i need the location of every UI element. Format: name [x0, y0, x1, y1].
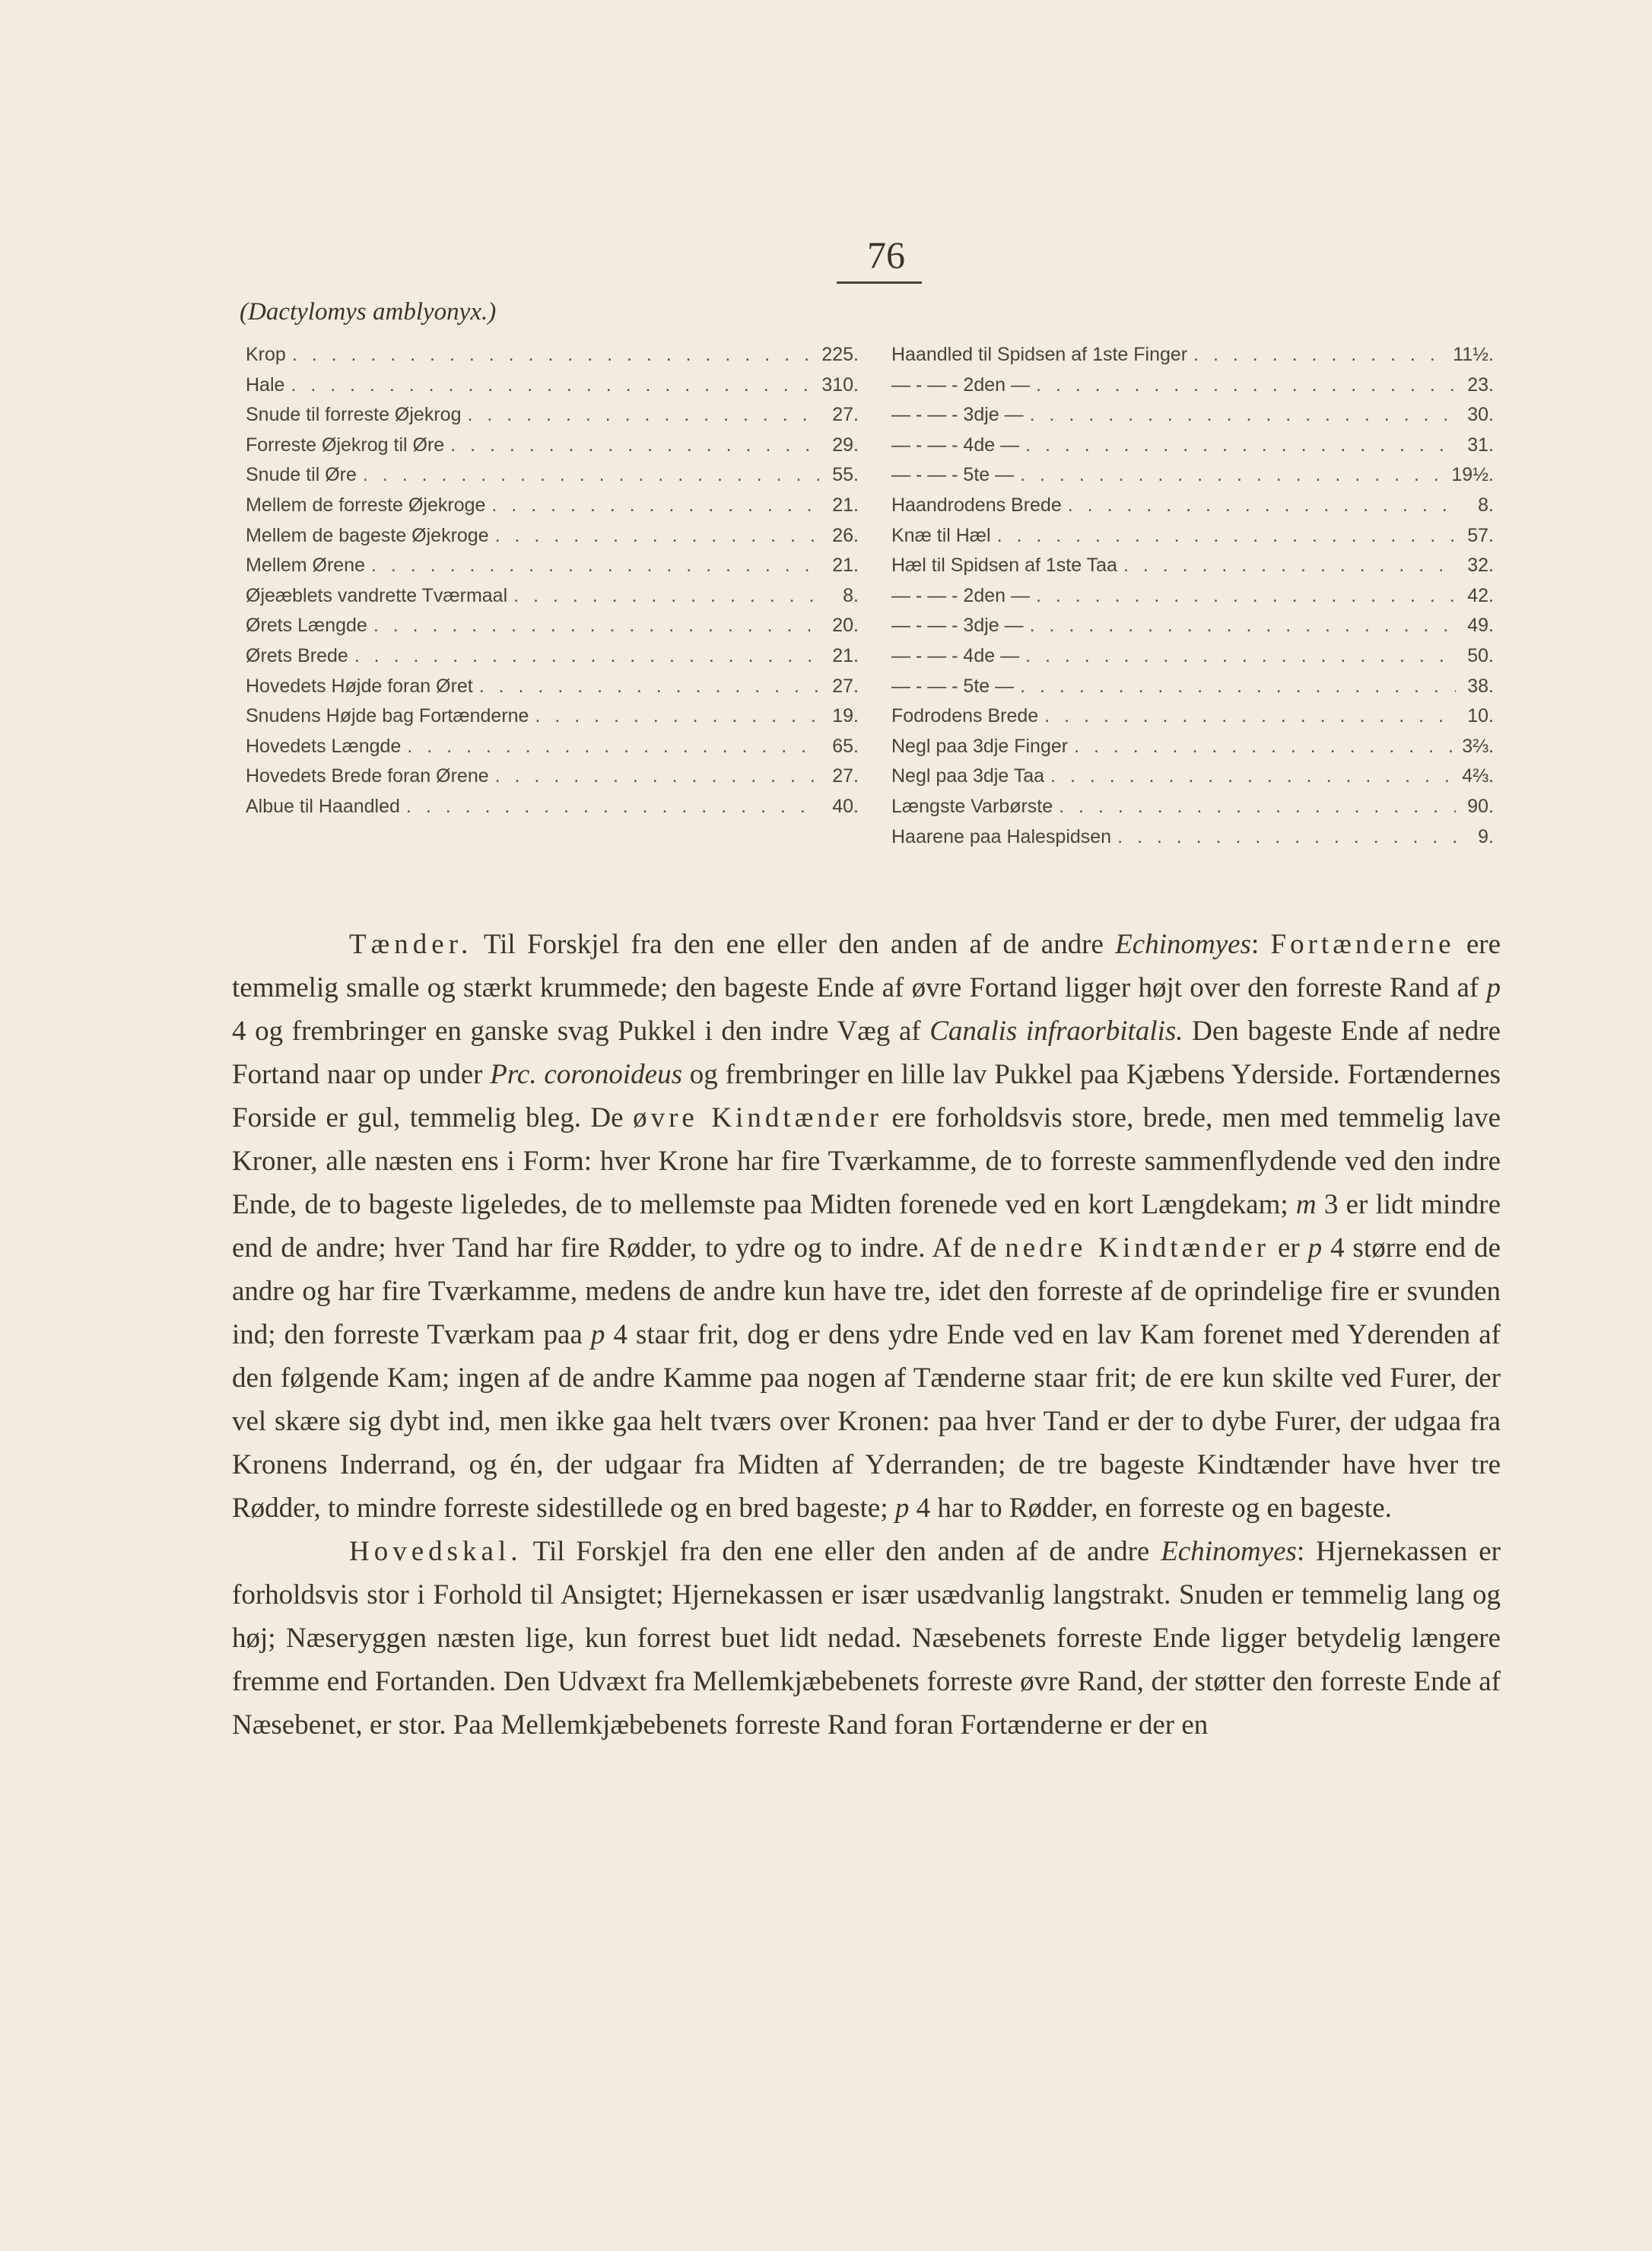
measurement-value: 23.	[1467, 374, 1494, 396]
dot-leader	[467, 400, 821, 431]
measurement-label: Ørets Brede	[246, 644, 348, 666]
measurement-row	[246, 761, 859, 792]
measurements-right-column	[891, 340, 1494, 852]
measurement-row	[891, 641, 1494, 672]
measurement-label: Hovedets Længde	[246, 735, 402, 757]
measurement-label: Haandrodens Brede	[891, 494, 1062, 516]
dot-leader	[1036, 370, 1456, 401]
measurement-value: 27.	[832, 765, 859, 787]
dot-leader	[535, 701, 821, 732]
measurement-row	[891, 611, 1494, 641]
dot-leader	[1036, 581, 1456, 612]
measurement-label: — - — - 4de —	[891, 644, 1020, 666]
measurement-label: — - — - 5te —	[891, 675, 1015, 697]
measurement-value: 65.	[832, 735, 859, 757]
measurement-value: 27.	[832, 675, 859, 697]
measurement-label: — - — - 2den —	[891, 374, 1030, 396]
dot-leader	[1025, 641, 1456, 672]
measurement-label: — - — - 3dje —	[891, 404, 1024, 426]
measurement-row	[891, 581, 1494, 612]
text-run: Til Forskjel fra den ene eller den anden af de andre	[522, 1536, 1161, 1567]
section-heading-teeth: Tænder.	[349, 929, 473, 960]
measurement-value: 21.	[832, 555, 859, 577]
measurement-row	[891, 521, 1494, 552]
measurement-value: 21.	[832, 494, 859, 516]
dot-leader	[1117, 822, 1456, 853]
dot-leader	[997, 521, 1456, 552]
measurement-value: 11½.	[1453, 344, 1494, 365]
text-run: 4 og frembringer en ganske svag Pukkel i den indre Væg af	[232, 1016, 930, 1047]
measurement-label: Snude til Øre	[246, 464, 357, 486]
measurement-value: 30.	[1467, 404, 1494, 426]
text-run: ere temmelig smalle og stærkt krummede; den bageste Ende af øvre Fortand ligger højt over den forreste Rand af	[232, 929, 1501, 1003]
dot-leader	[1020, 672, 1456, 702]
measurement-row	[246, 672, 859, 702]
measurement-value: 26.	[832, 524, 859, 546]
dot-leader	[354, 641, 821, 672]
dot-leader	[363, 460, 821, 491]
italic-genus: Echinomyes	[1161, 1536, 1297, 1567]
measurement-row	[891, 732, 1494, 762]
measurement-row	[246, 732, 859, 762]
measurement-value: 31.	[1467, 434, 1494, 456]
measurement-value: 8.	[843, 584, 859, 606]
measurement-row	[246, 611, 859, 641]
measurement-row	[891, 672, 1494, 702]
dot-leader	[495, 761, 821, 792]
measurement-row	[246, 792, 859, 822]
measurement-row	[246, 581, 859, 612]
measurement-label: Knæ til Hæl	[891, 524, 991, 546]
measurement-label: Mellem Ørene	[246, 555, 365, 577]
measurement-value: 50.	[1467, 644, 1494, 666]
measurement-row	[246, 701, 859, 732]
measurement-label: Mellem de forreste Øjekroge	[246, 494, 486, 516]
measurement-label: Haarene paa Halespidsen	[891, 825, 1112, 847]
italic-tooth-symbol: p	[590, 1319, 605, 1350]
text-run: : Hjernekassen er forholdsvis stor i Forhold til Ansigtet; Hjernekassen er især usædvanlig langstrakt. Snuden er temmelig lang og høj; Næseryggen næsten lige, kun forrest buet lidt nedad. Næsebenets forreste Ende ligger betydelig længere fremme end Fortanden. Den Udvæxt fra Mellemkjæbebenets forreste øvre Rand, der støtter den forreste Ende af Næsebenet, er stor. Paa Mellemkjæbebenets forreste Rand foran Fortænderne er der en	[232, 1536, 1501, 1741]
measurement-label: Krop	[246, 344, 286, 365]
dot-leader	[1030, 611, 1456, 641]
measurement-row	[891, 701, 1494, 732]
measurement-value: 38.	[1467, 675, 1494, 697]
italic-tooth-symbol: p	[1486, 972, 1501, 1003]
dot-leader	[1044, 701, 1456, 732]
dot-leader	[1068, 491, 1456, 521]
text-run: Til Forskjel fra den ene eller den anden af de andre	[472, 929, 1116, 960]
italic-genus: Echinomyes	[1115, 929, 1251, 960]
italic-tooth-symbol: p	[1307, 1232, 1323, 1264]
measurement-row	[246, 491, 859, 521]
measurement-value: 27.	[832, 404, 859, 426]
measurement-row	[891, 400, 1494, 431]
body-text	[232, 923, 1501, 1747]
text-run: 4 staar frit, dog er dens ydre Ende ved en lav Kam forenet med Yderenden af den følgende Kam; ingen af de andre Kamme paa nogen af Tænderne staar frit; de ere kun skilte ved Furer, der vel skære sig dybt ind, men ikke gaa helt tværs over Kronen: paa hver Tand er der to dybe Furer, der udgaa fra Kronens Inderrand, og én, der udgaar fra Midten af Yderranden; de tre bageste Kindtænder have hver tre Rødder, to mindre forreste sidestillede og en bred bageste;	[232, 1319, 1501, 1524]
measurement-label: Hovedets Højde foran Øret	[246, 675, 473, 697]
dot-leader	[1123, 551, 1456, 581]
text-run: 3 er lidt mindre end de andre; hver Tand har fire Rødder, to ydre og to indre. Af de	[232, 1189, 1501, 1264]
measurement-row	[246, 551, 859, 581]
dot-leader	[373, 611, 821, 641]
measurement-label: — - — - 3dje —	[891, 615, 1024, 637]
measurement-label: Fodrodens Brede	[891, 705, 1039, 727]
measurement-value: 90.	[1467, 795, 1494, 817]
text-run: ere forholdsvis store, brede, men med temmelig lave Kroner, alle næsten ens i Form: hver Krone har fire Tværkamme, de to forreste sammenflydende ved den indre Ende, de to bageste ligeledes, de to mellemste paa Midten forenede ved en kort Længdekam;	[232, 1102, 1501, 1220]
measurement-value: 32.	[1467, 555, 1494, 577]
spaced-term: nedre Kindtænder	[1005, 1232, 1270, 1264]
dot-leader	[450, 431, 821, 461]
measurement-value: 3⅔.	[1462, 735, 1494, 757]
page-number: 76	[867, 234, 905, 276]
measurement-row	[891, 551, 1494, 581]
measurement-label: Negl paa 3dje Taa	[891, 765, 1045, 787]
measurement-value: 55.	[832, 464, 859, 486]
text-run: Den bageste Ende af nedre Fortand naar op under	[232, 1016, 1501, 1090]
measurement-row	[246, 370, 859, 401]
dot-leader	[1059, 792, 1456, 822]
italic-tooth-symbol: m	[1295, 1189, 1317, 1220]
measurement-value: 225.	[821, 344, 859, 365]
dot-leader	[1193, 340, 1447, 370]
text-run: 4 større end de andre og har fire Tværkamme, medens de andre kun have tre, idet den forreste af de oprindelige fire er svunden ind; den forreste Tværkam paa	[232, 1232, 1501, 1350]
measurement-value: 42.	[1467, 584, 1494, 606]
text-run: 4 har to Rødder, en forreste og en bageste.	[909, 1493, 1392, 1524]
dot-leader	[1025, 431, 1456, 461]
dot-leader	[371, 551, 821, 581]
measurement-value: 21.	[832, 644, 859, 666]
paragraph-skull	[232, 1530, 1501, 1747]
spaced-term: øvre Kindtænder	[633, 1102, 883, 1133]
measurement-label: Snudens Højde bag Fortænderne	[246, 705, 529, 727]
section-heading-skull: Hovedskal.	[349, 1536, 523, 1567]
measurement-value: 49.	[1467, 615, 1494, 637]
measurement-label: Negl paa 3dje Finger	[891, 735, 1069, 757]
measurement-label: — - — - 4de —	[891, 434, 1020, 456]
dot-leader	[291, 370, 815, 401]
measurement-label: Hale	[246, 374, 285, 396]
measurement-label: Haandled til Spidsen af 1ste Finger	[891, 344, 1188, 365]
dot-leader	[513, 581, 821, 612]
measurement-row	[891, 822, 1494, 853]
measurement-row	[891, 761, 1494, 792]
text-run: :	[1250, 929, 1271, 960]
measurement-value: 4⅔.	[1462, 765, 1494, 787]
measurement-row	[891, 792, 1494, 822]
measurement-value: 8.	[1478, 494, 1494, 516]
measurement-row	[891, 370, 1494, 401]
measurement-label: Øjeæblets vandrette Tværmaal	[246, 584, 508, 606]
measurement-value: 20.	[832, 615, 859, 637]
measurement-value: 57.	[1467, 524, 1494, 546]
dot-leader	[406, 792, 821, 822]
measurement-label: Ørets Længde	[246, 615, 367, 637]
measurement-row	[891, 340, 1494, 370]
italic-tooth-symbol: p	[894, 1493, 910, 1524]
measurement-label: Albue til Haandled	[246, 795, 400, 817]
measurement-label: Mellem de bageste Øjekroge	[246, 524, 489, 546]
measurement-value: 19½.	[1451, 464, 1494, 486]
measurement-value: 19.	[832, 705, 859, 727]
measurement-label: Snude til forreste Øjekrog	[246, 404, 462, 426]
dot-leader	[1050, 761, 1456, 792]
measurement-label: Hæl til Spidsen af 1ste Taa	[891, 555, 1117, 577]
text-run: og frembringer en lille lav Pukkel paa Kjæbens Yderside. Fortændernes Forside er gul, temmelig bleg. De	[232, 1059, 1501, 1133]
measurement-row	[246, 340, 859, 370]
measurement-row	[246, 460, 859, 491]
measurement-value: 10.	[1467, 705, 1494, 727]
measurement-row	[246, 521, 859, 552]
species-title: (Dactylomys amblyonyx.)	[240, 298, 497, 326]
measurement-label: — - — - 5te —	[891, 464, 1015, 486]
dot-leader	[292, 340, 816, 370]
measurement-value: 29.	[832, 434, 859, 456]
dot-leader	[1030, 400, 1456, 431]
measurement-row	[246, 431, 859, 461]
measurement-label: Hovedets Brede foran Ørene	[246, 765, 489, 787]
spaced-term: Fortænderne	[1270, 929, 1455, 960]
dot-leader	[479, 672, 821, 702]
italic-anatomy-term: Prc. coronoideus	[490, 1059, 682, 1090]
measurement-value: 40.	[832, 795, 859, 817]
measurement-value: 310.	[821, 374, 859, 396]
measurement-label: Forreste Øjekrog til Øre	[246, 434, 445, 456]
text-run: er	[1269, 1232, 1308, 1264]
paragraph-teeth	[232, 923, 1501, 1530]
dot-leader	[495, 521, 821, 552]
measurement-row	[891, 431, 1494, 461]
measurement-value: 9.	[1478, 825, 1494, 847]
measurement-label: Længste Varbørste	[891, 795, 1053, 817]
dot-leader	[407, 732, 821, 762]
dot-leader	[1074, 732, 1456, 762]
dot-leader	[491, 491, 821, 521]
page-number-rule	[837, 281, 922, 284]
measurement-row	[246, 641, 859, 672]
italic-anatomy-term: Canalis infraorbitalis.	[929, 1016, 1183, 1047]
measurements-left-column	[246, 340, 859, 822]
dot-leader	[1020, 460, 1445, 491]
measurement-row	[891, 460, 1494, 491]
measurement-row	[246, 400, 859, 431]
measurement-label: — - — - 2den —	[891, 584, 1030, 606]
measurement-row	[891, 491, 1494, 521]
